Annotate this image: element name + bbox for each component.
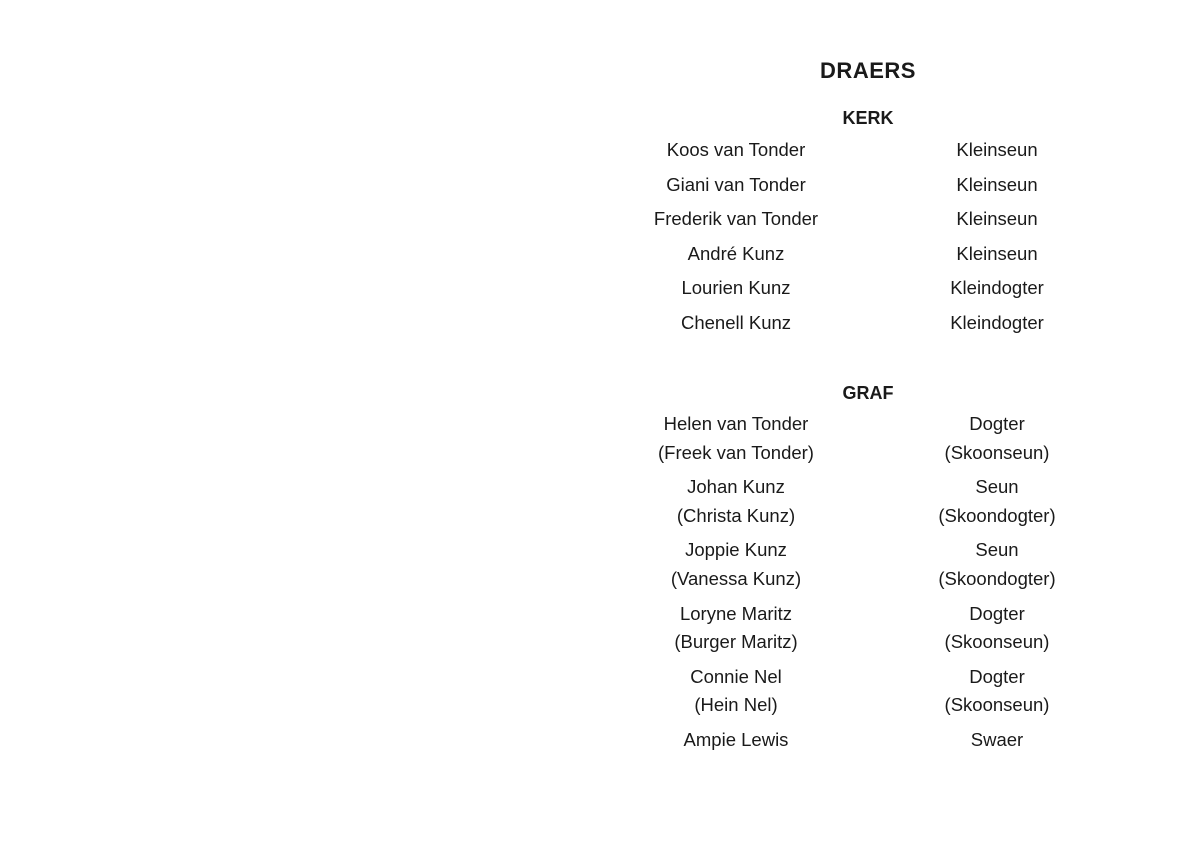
section-heading-graf: GRAF bbox=[842, 383, 894, 403]
pallbearer-relation-spouse: (Skoonseun) bbox=[944, 441, 1050, 463]
pallbearer-relation bbox=[945, 410, 1050, 467]
pallbearer-relation-spouse: (Skoondogter) bbox=[938, 504, 1056, 526]
pallbearer-name: Koos van Tonder bbox=[666, 139, 806, 160]
list-item bbox=[0, 410, 1200, 473]
pallbearer-name-spouse: (Vanessa Kunz) bbox=[670, 567, 802, 589]
page-title: DRAERS bbox=[820, 58, 916, 83]
pallbearer-relation bbox=[945, 600, 1050, 657]
pallbearer-relation: Kleinseun bbox=[956, 139, 1038, 160]
list-item bbox=[0, 136, 1200, 171]
list-item bbox=[0, 473, 1200, 536]
pallbearer-name-spouse: (Burger Maritz) bbox=[674, 631, 798, 653]
pallbearer-name bbox=[671, 536, 801, 593]
pallbearer-name-spouse: (Hein Nel) bbox=[694, 694, 778, 716]
list-item bbox=[0, 600, 1200, 663]
list-item bbox=[0, 309, 1200, 344]
pallbearer-relation: Kleinseun bbox=[956, 173, 1038, 195]
pallbearer-relation-spouse: (Skoonseun) bbox=[944, 631, 1050, 653]
pallbearer-name-primary: Joppie Kunz bbox=[685, 539, 787, 561]
pallbearer-name-primary: Loryne Maritz bbox=[679, 602, 793, 624]
pallbearer-name: Frederik van Tonder bbox=[653, 208, 819, 230]
list-item bbox=[0, 274, 1200, 309]
graf-pallbearer-list bbox=[0, 410, 1200, 760]
pallbearer-relation bbox=[938, 473, 1055, 530]
pallbearer-relation: Kleindogter bbox=[950, 311, 1044, 333]
pallbearer-name-spouse: (Christa Kunz) bbox=[676, 504, 796, 526]
pallbearer-relation-primary: Dogter bbox=[969, 665, 1025, 687]
pallbearer-relation-primary: Seun bbox=[975, 476, 1019, 498]
pallbearer-name bbox=[658, 410, 814, 467]
pallbearer-relation bbox=[938, 536, 1055, 593]
kerk-pallbearer-list bbox=[0, 136, 1200, 344]
pallbearer-name: Ampie Lewis bbox=[683, 728, 789, 750]
pallbearer-name-primary: Connie Nel bbox=[690, 665, 782, 687]
pallbearer-name: Chenell Kunz bbox=[680, 311, 792, 333]
pallbearer-name: Giani van Tonder bbox=[666, 173, 806, 195]
pallbearer-name: Lourien Kunz bbox=[681, 277, 791, 299]
pallbearer-name-primary: Helen van Tonder bbox=[663, 413, 809, 434]
list-item bbox=[0, 663, 1200, 726]
section-heading-kerk: KERK bbox=[842, 108, 894, 128]
pallbearer-relation-spouse: (Skoondogter) bbox=[938, 567, 1056, 589]
pallbearer-relation-primary: Dogter bbox=[969, 413, 1025, 434]
pallbearer-relation: Kleinseun bbox=[956, 242, 1038, 264]
list-item bbox=[0, 240, 1200, 275]
pallbearer-relation: Kleindogter bbox=[950, 277, 1044, 299]
pallbearer-name-primary: Johan Kunz bbox=[687, 476, 785, 498]
pallbearer-relation: Swaer bbox=[970, 728, 1024, 750]
pallbearer-relation-primary: Dogter bbox=[969, 602, 1025, 624]
pallbearer-name: André Kunz bbox=[687, 242, 785, 264]
pallbearer-relation bbox=[945, 663, 1050, 720]
pallbearer-relation-spouse: (Skoonseun) bbox=[944, 694, 1050, 716]
list-item bbox=[0, 171, 1200, 206]
pallbearer-name bbox=[674, 600, 797, 657]
pallbearer-name bbox=[677, 473, 795, 530]
list-item bbox=[0, 536, 1200, 599]
pallbearer-relation-primary: Seun bbox=[975, 539, 1019, 561]
list-item bbox=[0, 726, 1200, 760]
pallbearer-name bbox=[690, 663, 782, 720]
pallbearer-name-spouse: (Freek van Tonder) bbox=[658, 441, 814, 463]
pallbearer-relation: Kleinseun bbox=[956, 208, 1038, 230]
list-item bbox=[0, 205, 1200, 240]
